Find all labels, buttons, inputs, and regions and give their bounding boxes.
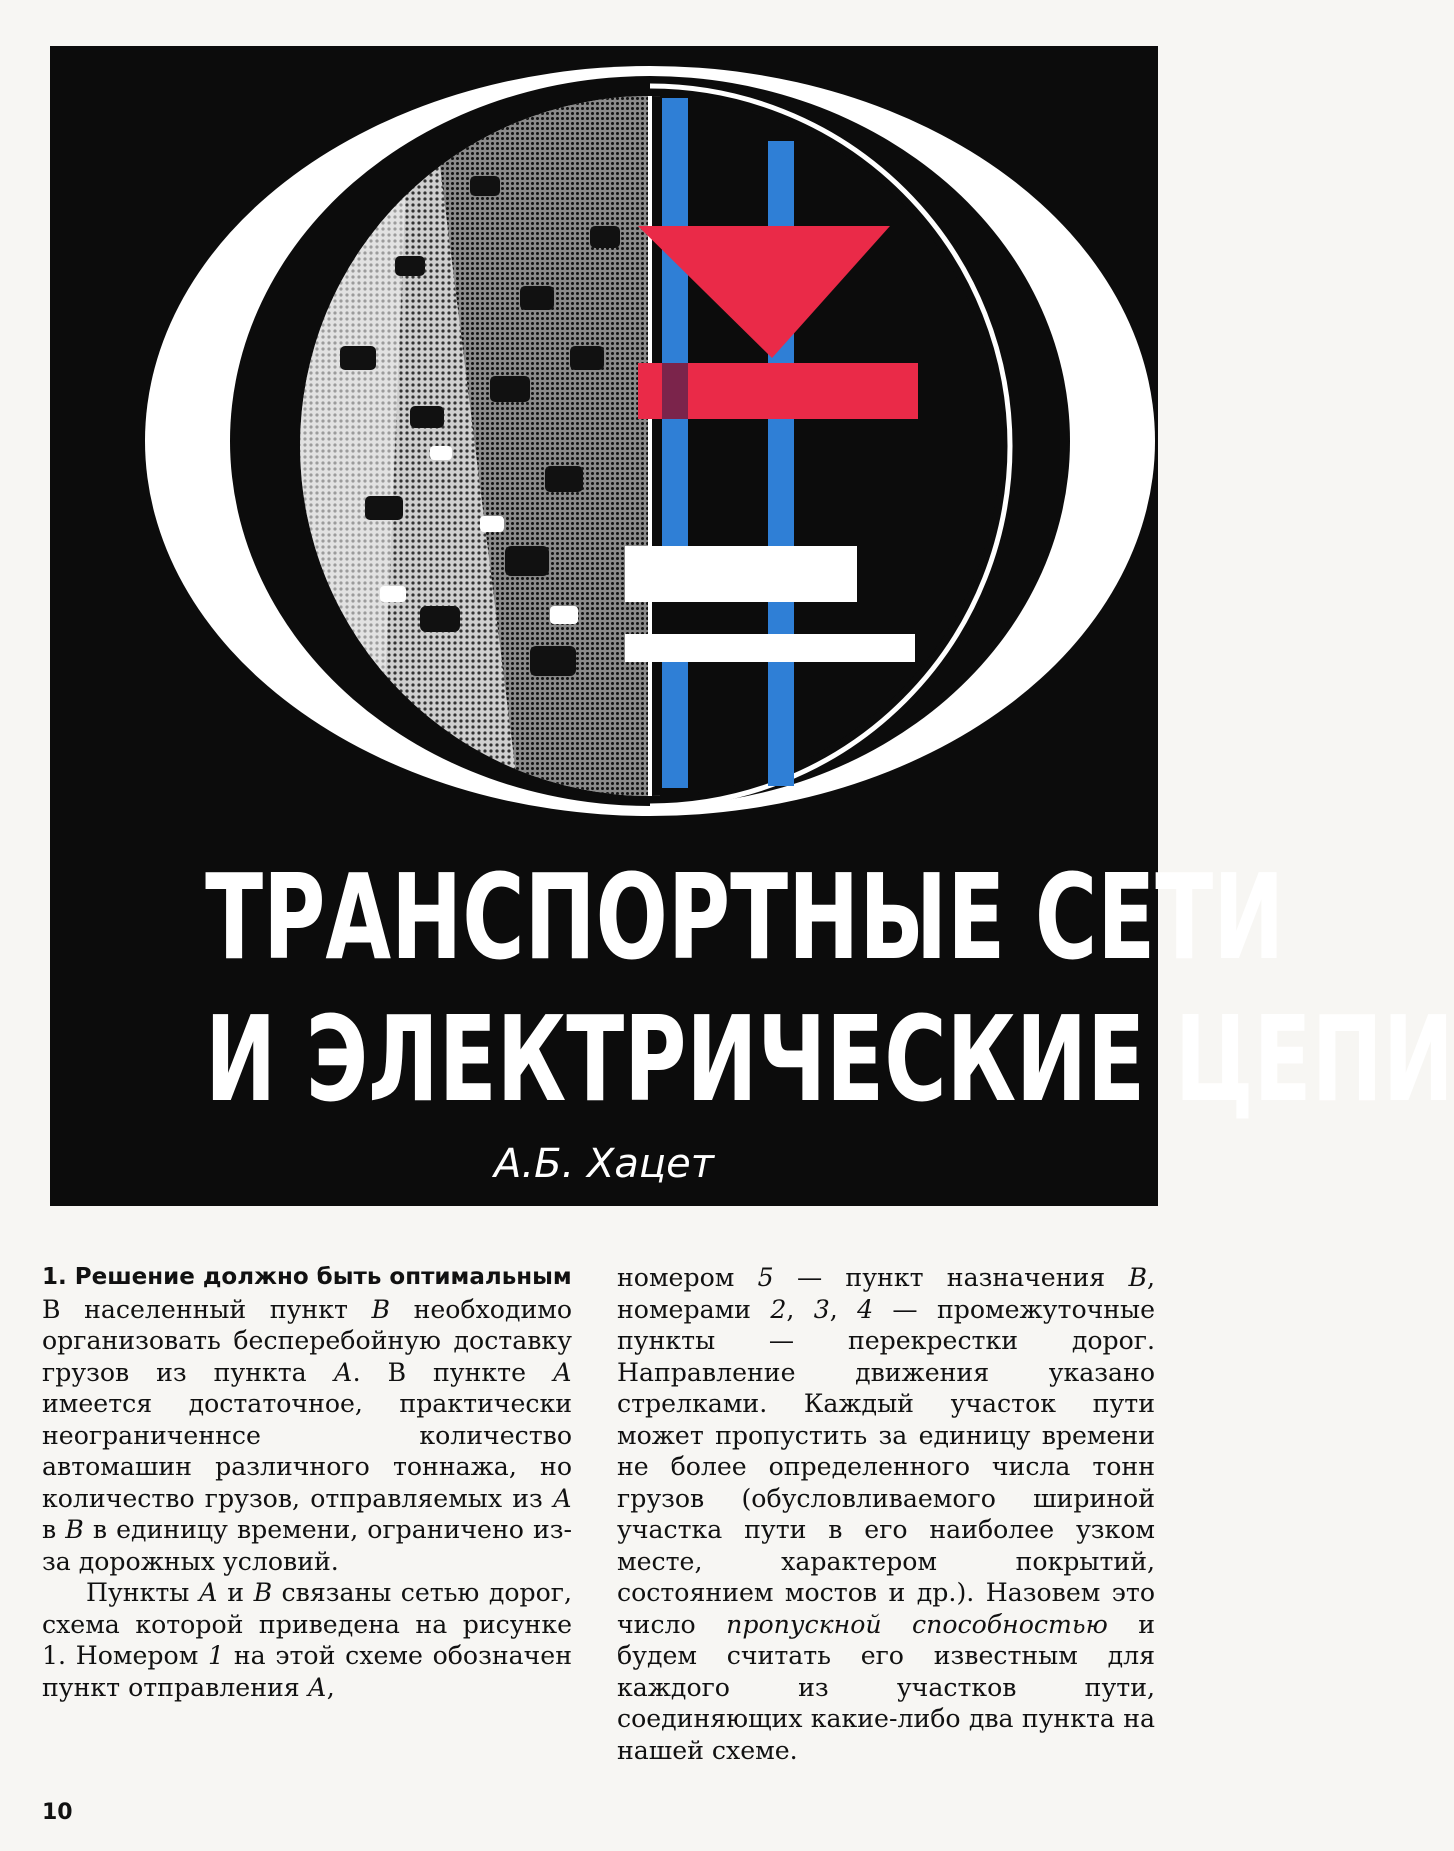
article-title-line1: ТРАНСПОРТНЫЕ СЕТИ [205,848,1285,986]
section-heading: 1. Решение должно быть оптимальным [42,1264,572,1290]
title-banner [50,46,1454,1206]
paragraph-1: В населенный пункт В необходимо организовать бесперебойную доставку грузов из пункта А. В пункте А имеется достаточное, практически неограниченнсе количество автомашин различного тоннажа, но количество грузов, отправляемых из А в В в единицу времени, ограничено из-за дорожных условий. [42,1294,573,1576]
term-throughput: пропускной способностью [726,1609,1108,1639]
author-name: А.Б. Хацет [494,1141,714,1187]
article-title-line2: И ЭЛЕКТРИЧЕСКИЕ ЦЕПИ [205,990,1454,1128]
paragraph-3: номером 5 — пункт назначения В, номерами 2, 3, 4 — промежуточные пункты — перекрестки дорог. Направление движения указано стрелками. Каждый участок пути может пропустить за единицу времени не более определенного числа тонн грузов (обусловливаемого шириной участка пути в его наиболее узком месте, характером покрытий, состоянием мостов и др.). Назовем это число пропускной способностью и будем считать его известным для каждого из участков пути, соединяющих какие-либо два пункта на нашей схеме. [617,1263,1156,1765]
text-column-right [617,1262,1155,1766]
paragraph-2: Пункты А и В связаны сетью дорог, схема которой приведена на рисунке 1. Номером 1 на этой схеме обозначен пункт отправления А, [42,1578,572,1702]
cover-illustration [50,46,1158,846]
text-column-left [42,1262,572,1703]
page-number: 10 [42,1800,73,1825]
